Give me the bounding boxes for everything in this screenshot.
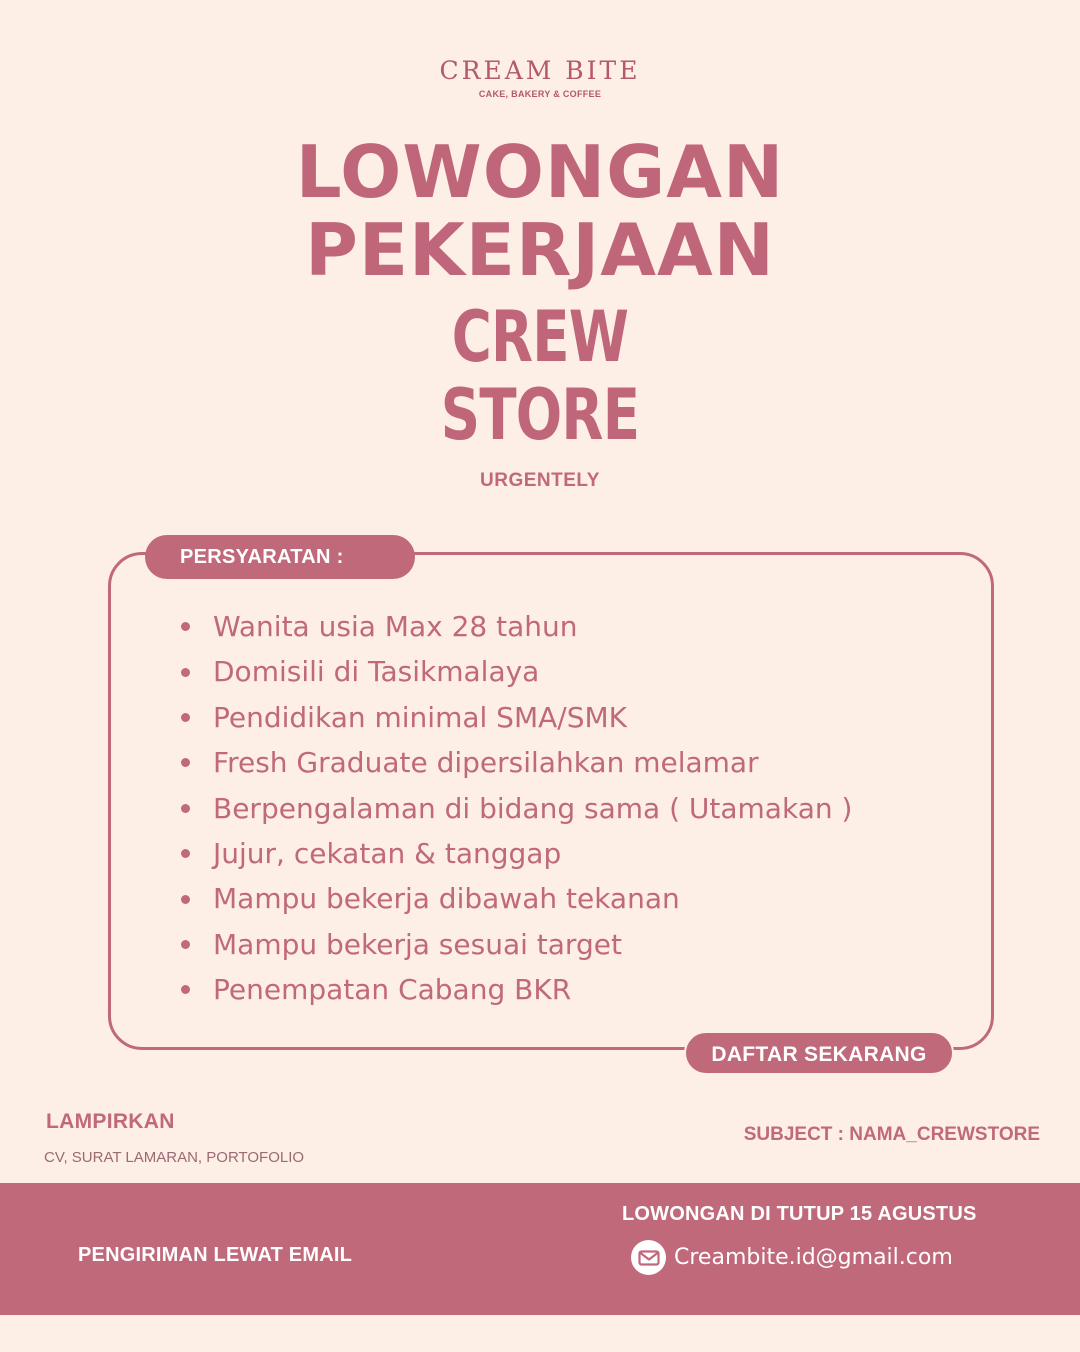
requirement-text: Mampu bekerja dibawah tekanan [213,882,680,916]
list-item [181,786,852,831]
attachments-title: LAMPIRKAN [46,1110,175,1133]
list-item [181,831,852,876]
bullet-icon [181,713,190,722]
delivery-method: PENGIRIMAN LEWAT EMAIL [78,1244,353,1266]
email-address-link[interactable]: Creambite.id@gmail.com [674,1245,953,1270]
bullet-icon [181,849,190,858]
requirement-text: Berpengalaman di bidang sama ( Utamakan ) [213,791,853,825]
requirement-text: Fresh Graduate dipersilahkan melamar [213,746,759,780]
bullet-icon [181,622,190,631]
requirements-list [181,604,852,1013]
bullet-icon [181,985,190,994]
requirement-text: Jujur, cekatan & tanggap [213,836,562,870]
bullet-icon [181,895,190,904]
list-item [181,876,852,921]
headline-line-1: LOWONGAN [295,130,785,214]
bullet-icon [181,804,190,813]
daftar-sekarang-button[interactable]: DAFTAR SEKARANG [684,1031,954,1075]
mail-icon [631,1240,666,1275]
requirement-text: Mampu bekerja sesuai target [213,927,622,961]
headline-line-2: PEKERJAAN [305,208,775,292]
requirements-label: PERSYARATAN : [145,535,415,579]
list-item [181,604,852,649]
list-item [181,967,852,1012]
brand-logo [0,56,1080,99]
list-item [181,740,852,785]
requirement-text: Wanita usia Max 28 tahun [213,610,578,643]
headline-line-3: CREW [451,296,629,378]
email-contact[interactable] [631,1240,953,1275]
list-item [181,649,852,694]
requirement-text: Penempatan Cabang BKR [213,973,572,1007]
headline-line-4: STORE [440,374,640,456]
email-subject: SUBJECT : NAMA_CREWSTORE [743,1124,1040,1145]
urgency-label: URGENTELY [480,470,600,491]
bullet-icon [181,940,190,949]
requirement-text: Domisili di Tasikmalaya [213,655,540,689]
brand-name: CREAM BITE [439,56,641,85]
closing-date: LOWONGAN DI TUTUP 15 AGUSTUS [622,1203,977,1225]
list-item [181,922,852,967]
bullet-icon [181,758,190,767]
list-item [181,695,852,740]
bullet-icon [181,668,190,677]
attachments-list: CV, SURAT LAMARAN, PORTOFOLIO [44,1149,305,1166]
requirement-text: Pendidikan minimal SMA/SMK [213,700,627,734]
brand-tagline: CAKE, BAKERY & COFFEE [478,89,602,99]
